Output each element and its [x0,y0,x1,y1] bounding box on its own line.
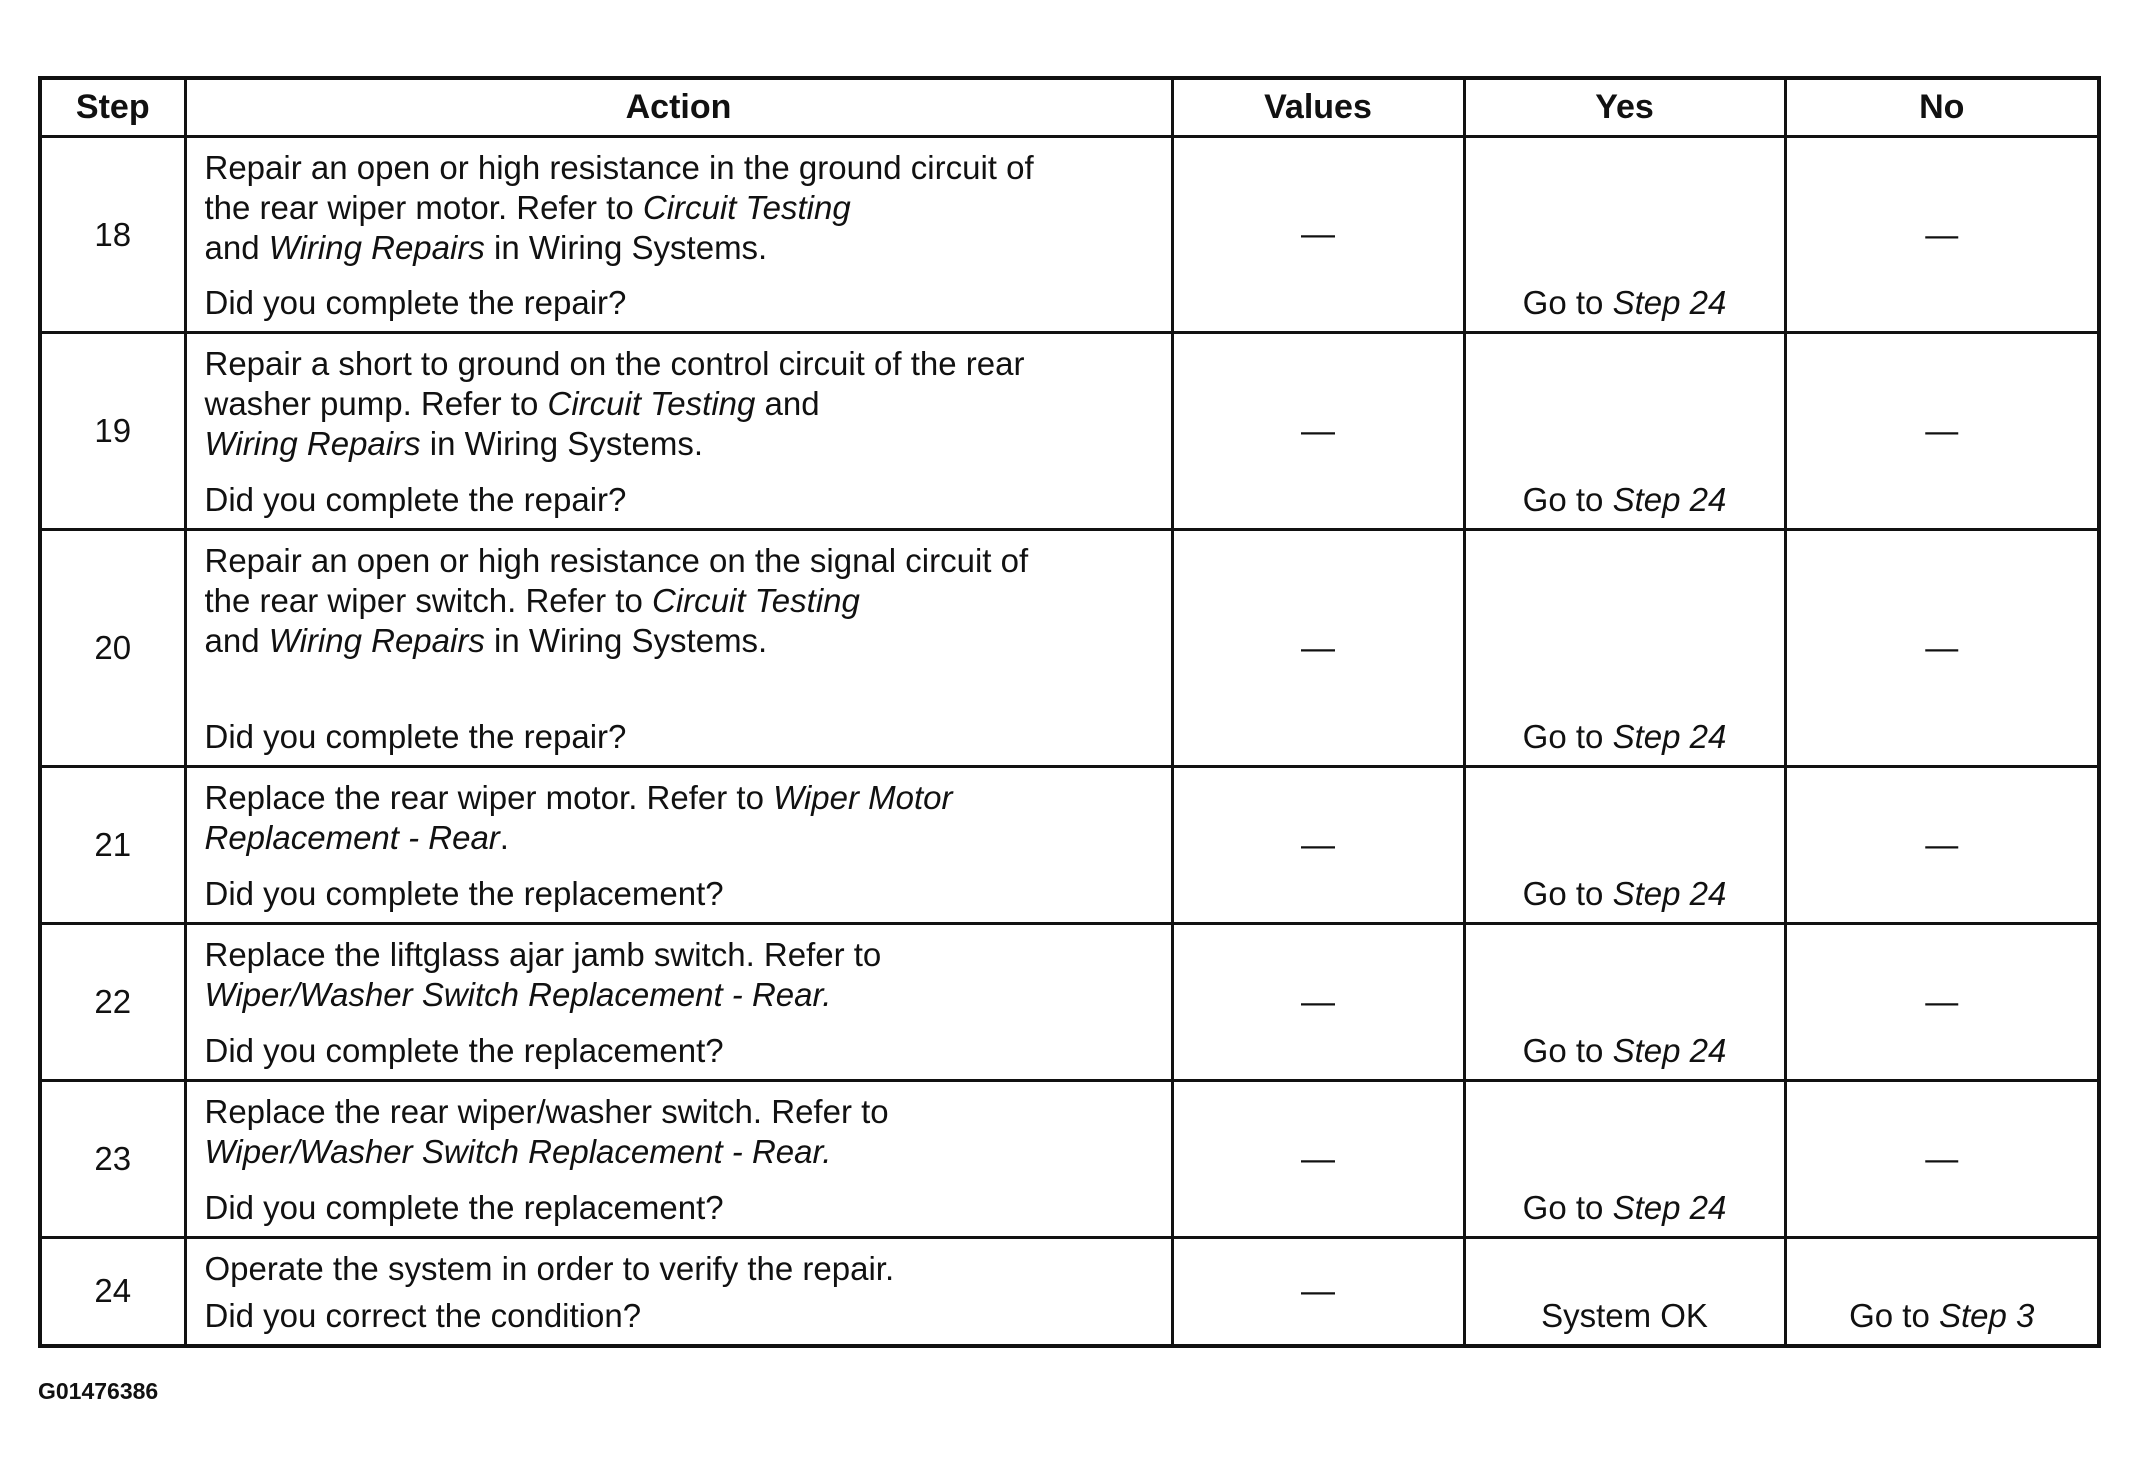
yes-step-link: Step 24 [1612,718,1727,755]
yes-result [1466,1296,1784,1336]
reference-title: Circuit Testing [547,385,756,422]
action-plain-text: washer pump. Refer to [204,385,548,422]
reference-title: Wiring Repairs [204,425,421,462]
action-plain-text: and [204,229,269,266]
action-plain-text: Repair an open or high resistance in the ground circuit of [204,149,1034,186]
values-cell: — [1172,1238,1464,1346]
yes-result [1466,874,1784,914]
action-question: Did you complete the replacement? [204,1032,724,1069]
yes-text: Go to [1522,1189,1613,1226]
no-cell: — [1785,924,2099,1081]
action-plain-text: the rear wiper motor. Refer to [204,189,643,226]
action-text [205,1092,1161,1172]
reference-title: Circuit Testing [642,189,851,226]
yes-result [1466,283,1784,323]
action-question: Did you complete the repair? [204,481,627,518]
no-header: No [1785,78,2099,137]
step-number: 23 [40,1081,185,1238]
step-number: 20 [40,530,185,767]
yes-text: Go to [1522,875,1613,912]
yes-cell [1464,1238,1785,1346]
yes-cell [1464,137,1785,333]
action-text [205,778,1161,858]
action-cell [185,530,1172,767]
yes-step-link: Step 24 [1612,875,1727,912]
action-cell [185,1081,1172,1238]
yes-result [1466,1031,1784,1071]
no-cell: — [1785,1081,2099,1238]
step-header: Step [40,78,185,137]
values-cell: — [1172,137,1464,333]
values-cell: — [1172,924,1464,1081]
action-plain-text: in Wiring Systems. [484,622,768,659]
yes-result [1466,480,1784,520]
yes-cell [1464,1081,1785,1238]
step-number: 19 [40,333,185,530]
action-cell [185,137,1172,333]
action-question: Did you complete the replacement? [204,1189,724,1226]
action-question: Did you complete the replacement? [204,875,724,912]
reference-title: Wiper Motor [773,779,953,816]
table-body [40,137,2099,1346]
values-header: Values [1172,78,1464,137]
action-plain-text: Repair an open or high resistance on the signal circuit of [204,542,1029,579]
yes-result [1466,717,1784,757]
action-plain-text: Replace the rear wiper/washer switch. Refer to [204,1093,889,1130]
reference-title: Replacement - Rear [204,819,500,856]
step-number: 24 [40,1238,185,1346]
table-row [40,767,2099,924]
step-number: 21 [40,767,185,924]
action-question: Did you complete the repair? [204,718,627,755]
action-text [205,148,1161,268]
action-header: Action [185,78,1172,137]
yes-header: Yes [1464,78,1785,137]
reference-title: Wiper/Washer Switch Replacement - Rear. [204,976,832,1013]
no-cell: — [1785,137,2099,333]
action-plain-text: Replace the rear wiper motor. Refer to [204,779,774,816]
no-cell: — [1785,530,2099,767]
action-question: Did you correct the condition? [204,1296,642,1334]
action-plain-text: the rear wiper switch. Refer to [204,582,652,619]
diagnostic-table [38,76,2101,1348]
action-text [205,541,1161,661]
yes-cell [1464,767,1785,924]
step-number: 22 [40,924,185,1081]
yes-cell [1464,530,1785,767]
no-cell [1785,1238,2099,1346]
reference-title: Wiper/Washer Switch Replacement - Rear. [204,1133,832,1170]
yes-text: Go to [1522,481,1613,518]
table-row [40,137,2099,333]
action-text [205,935,1161,1015]
yes-text: Go to [1522,284,1613,321]
action-cell [185,924,1172,1081]
table-row [40,924,2099,1081]
yes-step-link: Step 24 [1612,481,1727,518]
no-cell: — [1785,767,2099,924]
values-cell: — [1172,530,1464,767]
action-text [205,344,1161,464]
yes-step-link: Step 24 [1612,284,1727,321]
yes-step-link: Step 24 [1612,1032,1727,1069]
yes-step-link: Step 24 [1612,1189,1727,1226]
step-number: 18 [40,137,185,333]
action-cell [185,1238,1172,1346]
figure-id: G01476386 [38,1378,159,1404]
action-plain-text: and [755,385,820,422]
table-row [40,1238,2099,1346]
yes-text: System OK [1541,1296,1708,1334]
yes-cell [1464,924,1785,1081]
no-step-link: Step 3 [1938,1296,2035,1334]
table-row [40,530,2099,767]
table-row [40,1081,2099,1238]
action-cell [185,333,1172,530]
header-row [40,78,2099,137]
action-cell [185,767,1172,924]
action-plain-text: Repair a short to ground on the control circuit of the rear [204,345,1025,382]
yes-result [1466,1188,1784,1228]
yes-text: Go to [1522,1032,1613,1069]
action-plain-text: in Wiring Systems. [420,425,703,462]
action-plain-text: and [204,622,269,659]
action-plain-text: in Wiring Systems. [484,229,768,266]
no-result [1787,1296,2098,1336]
action-plain-text: Replace the liftglass ajar jamb switch. Refer to [204,936,882,973]
yes-text: Go to [1522,718,1613,755]
reference-title: Circuit Testing [652,582,860,619]
no-cell: — [1785,333,2099,530]
reference-title: Wiring Repairs [268,229,485,266]
action-question: Did you complete the repair? [204,284,627,321]
values-cell: — [1172,767,1464,924]
action-plain-text: Operate the system in order to verify the repair. [204,1250,895,1287]
action-plain-text: . [499,819,509,856]
reference-title: Wiring Repairs [268,622,485,659]
table-row [40,333,2099,530]
no-text: Go to [1849,1296,1939,1334]
yes-cell [1464,333,1785,530]
values-cell: — [1172,1081,1464,1238]
action-text [205,1249,1161,1289]
values-cell: — [1172,333,1464,530]
